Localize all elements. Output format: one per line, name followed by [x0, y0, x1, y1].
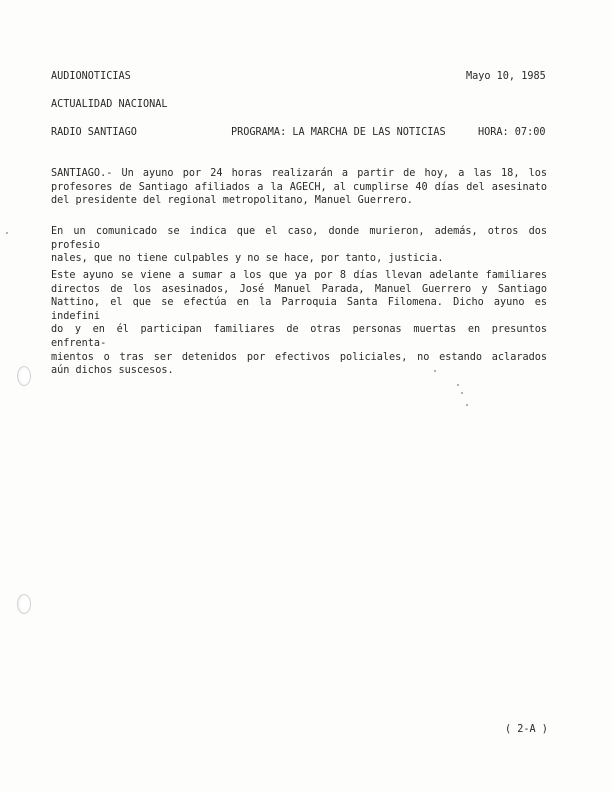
header-program: PROGRAMA: LA MARCHA DE LAS NOTICIAS — [231, 127, 446, 138]
news-paragraph-1 — [51, 167, 547, 208]
paper-speck — [466, 404, 468, 406]
paragraph-line: nales, que no tiene culpables y no se hace, por tanto, justicia. — [51, 253, 444, 265]
header-date: Mayo 10, 1985 — [466, 71, 546, 82]
paragraph-line: En un comunicado se indica que el caso, donde murieron, además, otros dos profesio — [51, 226, 547, 251]
paper-speck — [461, 392, 463, 394]
header-section: ACTUALIDAD NACIONAL — [51, 99, 168, 110]
header-station: RADIO SANTIAGO — [51, 127, 137, 138]
paragraph-line: del presidente del regional metropolitano, Manuel Guerrero. — [51, 195, 413, 207]
paragraph-line: mientos o tras ser detenidos por efectivos policiales, no estando aclarados — [51, 351, 547, 363]
paragraph-line: do y en él participan familiares de otras personas muertas en presuntos enfrenta- — [51, 324, 547, 349]
punch-hole-top — [17, 366, 31, 386]
paragraph-line: Nattino, el que se efectúa en la Parroquia Santa Filomena. Dicho ayuno es indefini — [51, 297, 547, 322]
paper-speck — [457, 384, 459, 386]
paper-speck — [6, 232, 8, 234]
paragraph-line: aún dichos suscesos. — [51, 365, 174, 377]
page-label: ( 2-A ) — [505, 724, 548, 735]
paragraph-line: directos de los asesinados, José Manuel Parada, Manuel Guerrero y Santiago — [51, 283, 547, 295]
paragraph-line: profesores de Santiago afiliados a la AGECH, al cumplirse 40 días del asesinato — [51, 181, 547, 193]
news-paragraph-2 — [51, 225, 547, 266]
paragraph-line: SANTIAGO.- Un ayuno por 24 horas realizarán a partir de hoy, a las 18, los — [51, 168, 547, 179]
news-paragraph-3 — [51, 269, 547, 378]
header-time: HORA: 07:00 — [478, 127, 546, 138]
paragraph-line: Este ayuno se viene a sumar a los que ya por 8 días llevan adelante familiares — [51, 270, 547, 281]
punch-hole-bottom — [17, 594, 31, 614]
header-source: AUDIONOTICIAS — [51, 71, 131, 82]
